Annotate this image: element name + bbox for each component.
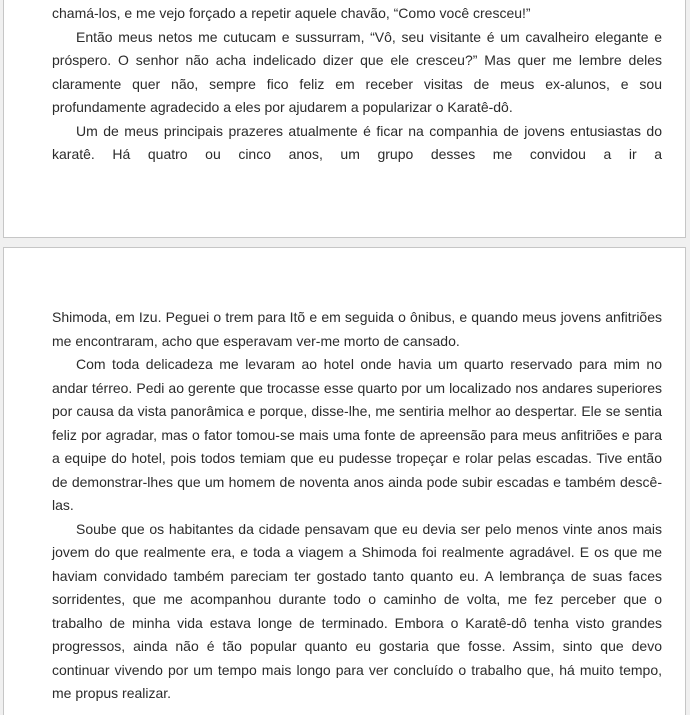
page-1-text-block [4, 0, 685, 167]
paragraph: Com toda delicadeza me levaram ao hotel onde havia um quarto reservado para mim no andar térreo. Pedi ao gerente que trocasse esse quarto por um localizado nos andares superiores por causa da vista panorâmica e porque, disse-lhe, me sentiria melhor ao despertar. Ele se sentia feliz por agradar, mas o fator tomou-se mais uma fonte de apreensão para meus anfitriões e para a equipe do hotel, pois todos temiam que eu pudesse tropeçar e rolar pelas escadas. Tive então de demonstrar-lhes que um homem de noventa anos ainda pode subir escadas e também descê-las. [52, 356, 662, 513]
paragraph: Então meus netos me cutucam e sussurram, “Vô, seu visitante é um cavalheiro elegante e próspero. O senhor não acha indelicado dizer que ele cresceu?” Mas quer me lembre deles claramente quer não, sempre fico feliz em receber visitas de meus ex-alunos, e sou profundamente agradecido a eles por ajudarem a popularizar o Karatê-dô. [52, 28, 662, 115]
page-gap [0, 238, 690, 247]
document-page-2 [3, 247, 686, 715]
page-2-text-block [4, 248, 685, 706]
paragraph: chamá-los, e me vejo forçado a repetir aquele chavão, “Como você cresceu!” [52, 5, 531, 21]
paragraph: Soube que os habitantes da cidade pensavam que eu devia ser pelo menos vinte anos mais jovem do que realmente era, e toda a viagem a Shimoda foi realmente agradável. E os que me haviam convidado também pareciam ter gostado tanto quanto eu. A lembrança de suas faces sorridentes, que me acompanhou durante todo o caminho de volta, me fez perceber que o trabalho de minha vida estava longe de terminado. Embora o Karatê-dô tenha visto grandes progressos, ainda não é tão popular quanto eu gostaria que fosse. Assim, sinto que devo continuar vivendo por um tempo mais longo para ver concluído o trabalho que, há muito tempo, me propus realizar. [52, 520, 662, 701]
document-page-1 [3, 0, 686, 238]
paragraph: Shimoda, em Izu. Peguei o trem para Itõ e em seguida o ônibus, e quando meus jovens anfitriões me encontraram, acho que esperavam ver-me morto de cansado. [52, 309, 662, 349]
paragraph: Um de meus principais prazeres atualmente é ficar na companhia de jovens entusiastas do karatê. Há quatro ou cinco anos, um grupo desses me convidou a ir a [52, 122, 662, 162]
